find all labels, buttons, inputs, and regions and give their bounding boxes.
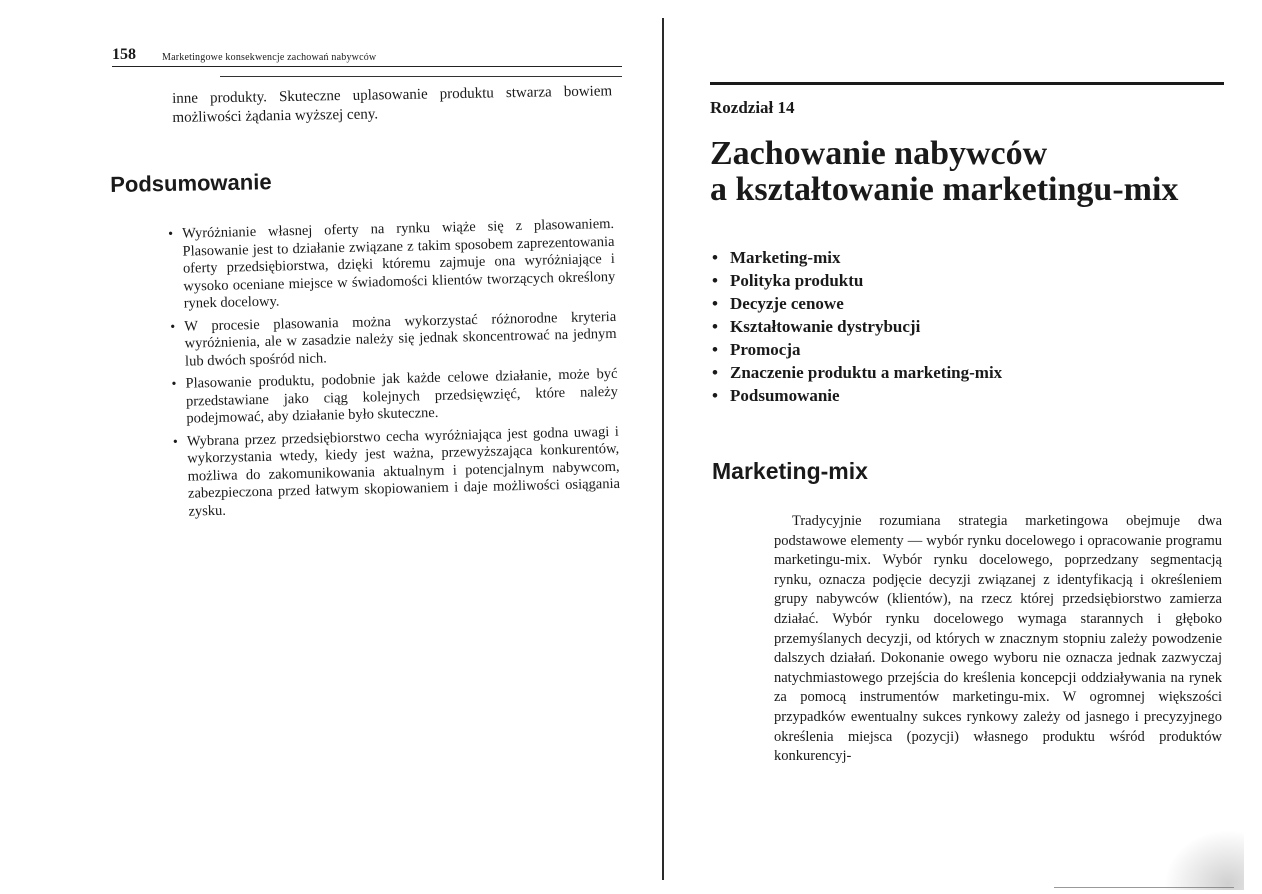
- scan-artifact: [1164, 830, 1244, 890]
- chapter-contents-list: [710, 246, 1002, 407]
- header-rule: [220, 76, 622, 77]
- right-page: [668, 0, 1262, 894]
- continuation-paragraph: inne produkty. Skuteczne uplasowanie produktu stwarza bowiem możliwości żądania wyższej ceny.: [172, 83, 613, 126]
- chapter-label: Rozdział 14: [710, 98, 795, 117]
- chapter-title-line: Zachowanie nabywców: [710, 135, 1048, 172]
- contents-item: • Znaczenie produktu a marketing-mix: [710, 361, 1002, 384]
- summary-item: • Plasowanie produktu, podobnie jak każde celowe działanie, może być przedstawiane jako ciąg kolejnych przedsięwzięć, które należy podejmować, aby działanie było skuteczne.: [171, 366, 618, 429]
- chapter-title-line: a kształtowanie marketingu-mix: [710, 171, 1179, 208]
- summary-list: [168, 216, 621, 526]
- body-paragraph: Tradycyjnie rozumiana strategia marketingowa obejmuje dwa podstawowe elementy — wybór rynku docelowego i opracowanie programu marketingu-mix. Wybór rynku docelowego, poprzedzany segmentacją rynku, oznacza podjęcie decyzji związanej z identyfikacją i określeniem grupy nabywców (klientów), na rzecz której przedsiębiorstwo zamierza działać. Wybór rynku docelowego wymaga starannych i głęboko przemyślanych decyzji, od których w znacznym stopniu zależy powodzenie dalszych działań. Dokonanie owego wyboru nie oznacza jednak zazwyczaj natychmiastowego przejścia do kreślenia koncepcji oddziaływania na rynek za pomocą instrumentów marketingu-mix. W ogromnej większości przypadków ewentualny sukces rynkowy zależy od jasnego i precyzyjnego określenia miejsca (pozycji) własnego produktu wśród produktów konkurencyj-: [774, 513, 1222, 765]
- summary-item: • Wybrana przez przedsiębiorstwo cecha wyróżniająca jest godna uwagi i wykorzystania wtedy, kiedy jest ważna, przewyższająca konkurentów, możliwa do zakomunikowania aktualnym i potencjalnym nabywcom, zabezpieczona przed łatwym skopiowaniem i daje możliwości osiągania zysku.: [173, 423, 621, 521]
- running-header: [112, 44, 622, 67]
- section-heading-marketing-mix: Marketing-mix: [712, 458, 868, 484]
- summary-item: • Wyróżnianie własnej oferty na rynku wiąże się z plasowaniem. Plasowanie jest to działanie związane z takim sposobem zaprezentowania oferty przedsiębiorstwa, dzięki któremu zajmuje ona wyróżniające i wysoko oceniane miejsce w świadomości klientów tworzących określony rynek docelowy.: [168, 216, 616, 314]
- contents-item: • Polityka produktu: [710, 269, 1002, 292]
- summary-item: • W procesie plasowania można wykorzystać różnorodne kryteria wyróżnienia, ale w zasadzie należy się jednak skoncentrować na jednym lub dwóch spośród nich.: [170, 308, 617, 371]
- contents-item: • Kształtowanie dystrybucji: [710, 315, 1002, 338]
- section-heading-summary: Podsumowanie: [110, 169, 272, 197]
- contents-item: • Decyzje cenowe: [710, 292, 1002, 315]
- book-gutter: [662, 18, 664, 880]
- running-header-title: Marketingowe konsekwencje zachowań nabywców: [162, 52, 377, 63]
- contents-item: • Podsumowanie: [710, 384, 1002, 407]
- chapter-title: [710, 136, 1250, 208]
- contents-item: • Promocja: [710, 338, 1002, 361]
- page-number: 158: [112, 46, 136, 63]
- chapter-top-rule: [710, 82, 1224, 85]
- contents-item: • Marketing-mix: [710, 246, 1002, 269]
